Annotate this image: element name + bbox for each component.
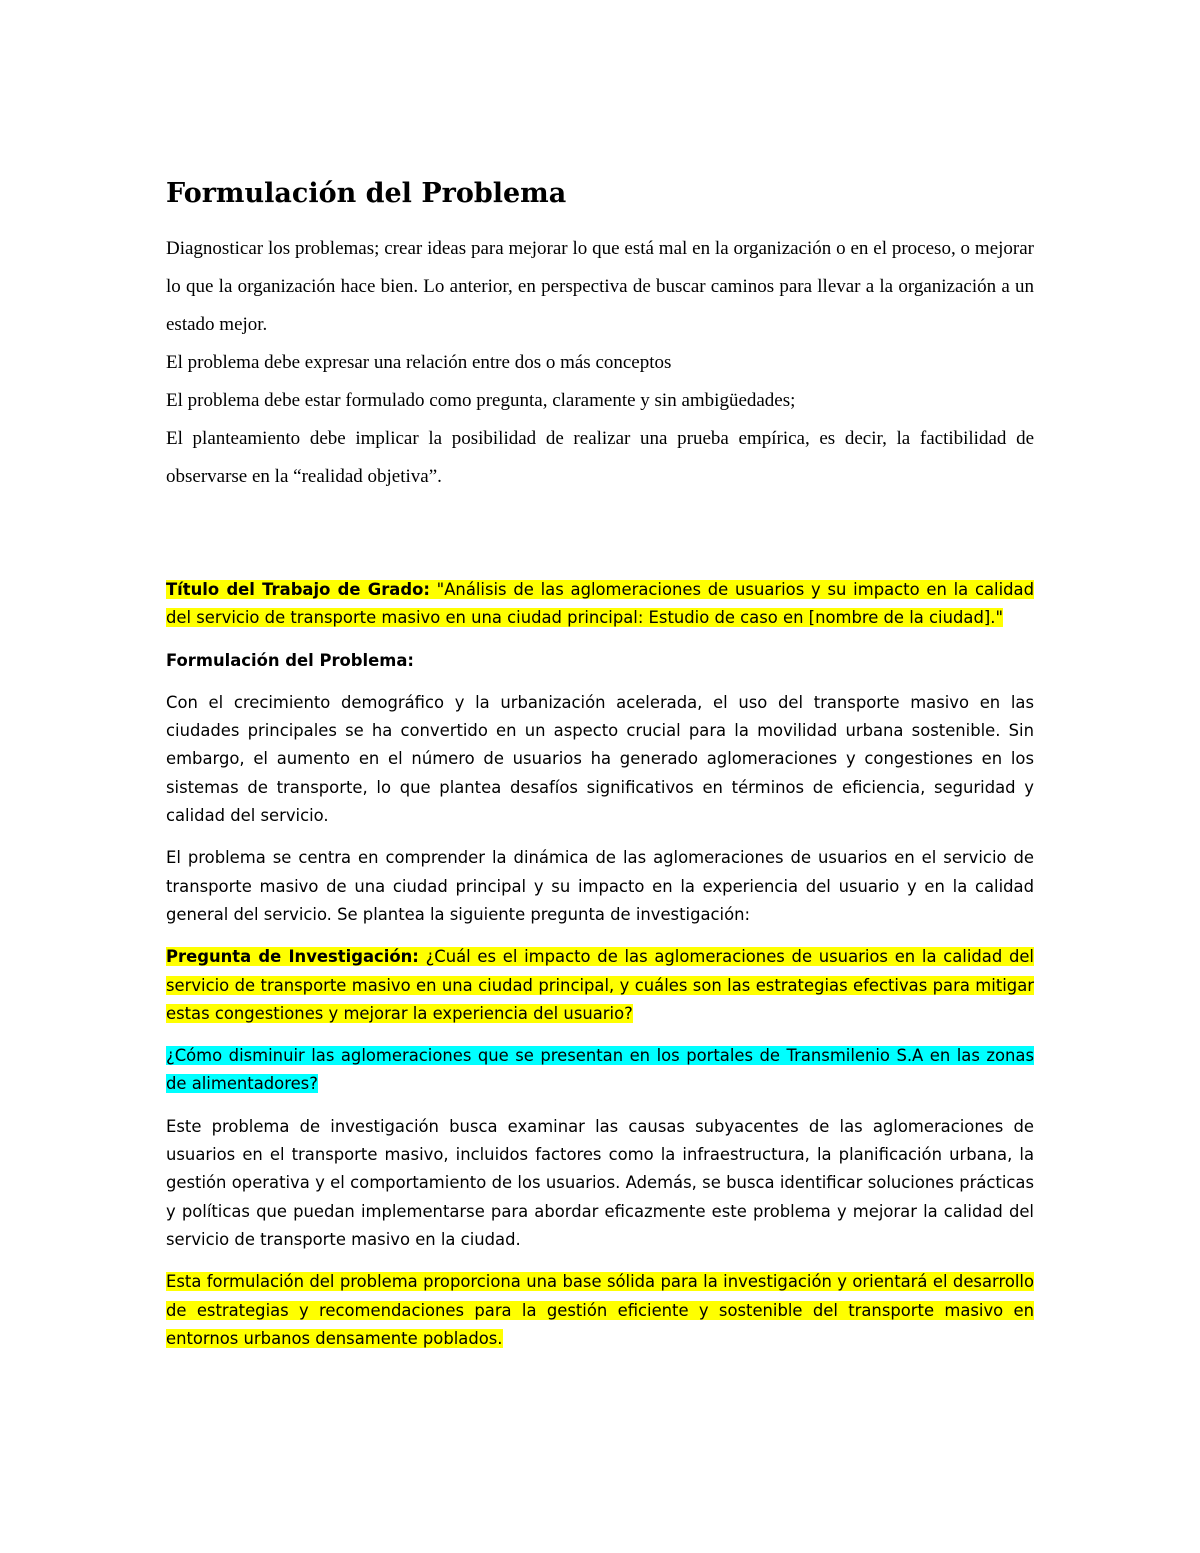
paragraph-centra: El problema se centra en comprender la dinámica de las aglomeraciones de usuarios en el servicio de transporte masivo de una ciudad principal y su impacto en la experiencia del usuario y en la calidad general del servicio. Se plantea la siguiente pregunta de investigación: xyxy=(166,848,1034,924)
paragraph-planteamiento: El planteamiento debe implicar la posibilidad de realizar una prueba empírica, es decir, la factibilidad de observarse en la “realidad objetiva”. xyxy=(166,428,1034,487)
research-question-label: Pregunta de Investigación: xyxy=(166,947,419,967)
closing-text: Esta formulación del problema proporciona una base sólida para la investigación y orientará el desarrollo de estrategias y recomendaciones para la gestión eficiente y sostenible del transporte masivo en entornos urbanos densamente poblados. xyxy=(166,1272,1034,1348)
transmilenio-question: ¿Cómo disminuir las aglomeraciones que se presentan en los portales de Transmilenio S.A en las zonas de alimentadores? xyxy=(166,1046,1034,1094)
closing-paragraph xyxy=(166,1268,1034,1353)
page-title: Formulación del Problema xyxy=(166,178,567,209)
line-relacion: El problema debe expresar una relación entre dos o más conceptos xyxy=(166,352,672,373)
paragraph-crecimiento: Con el crecimiento demográfico y la urbanización acelerada, el uso del transporte masivo en las ciudades principales se ha convertido en un aspecto crucial para la movilidad urbana sostenible. Sin embargo, el aumento en el número de usuarios ha generado aglomeraciones y congestiones en los sistemas de transporte, lo que plantea desafíos significativos en términos de eficiencia, seguridad y calidad del servicio. xyxy=(166,692,1034,826)
thesis-content xyxy=(166,576,1034,1353)
thesis-title-value: "Análisis de las aglomeraciones de usuarios y su impacto en la calidad del servicio de transporte masivo en una ciudad principal: Estudio de caso en [nombre de la ciudad]." xyxy=(166,580,1034,628)
document-page xyxy=(166,0,1034,1553)
formulacion-heading: Formulación del Problema: xyxy=(166,650,414,670)
paragraph-examinar: Este problema de investigación busca examinar las causas subyacentes de las aglomeraciones de usuarios en el transporte masivo, incluidos factores como la infraestructura, la planificación urbana, la gestión operativa y el comportamiento de los usuarios. Además, se busca identificar soluciones prácticas y políticas que puedan implementarse para abordar eficazmente este problema y mejorar la calidad del servicio de transporte masivo en la ciudad. xyxy=(166,1116,1034,1249)
research-question-value: ¿Cuál es el impacto de las aglomeraciones de usuarios en la calidad del servicio de transporte masivo en una ciudad principal, y cuáles son las estrategias efectivas para mitigar estas congestiones y mejorar la experiencia del usuario? xyxy=(166,947,1034,1023)
problem-guidelines xyxy=(166,230,1034,496)
paragraph-diagnosticar: Diagnosticar los problemas; crear ideas para mejorar lo que está mal en la organización o en el proceso, o mejorar lo que la organización hace bien. Lo anterior, en perspectiva de buscar caminos para llevar a la organización a un estado mejor. xyxy=(166,238,1034,335)
thesis-title-paragraph xyxy=(166,576,1034,633)
thesis-title-label: Título del Trabajo de Grado: xyxy=(166,580,430,599)
research-question-paragraph xyxy=(166,943,1034,1028)
line-pregunta: El problema debe estar formulado como pregunta, claramente y sin ambigüedades; xyxy=(166,390,796,411)
transmilenio-question-paragraph xyxy=(166,1042,1034,1099)
